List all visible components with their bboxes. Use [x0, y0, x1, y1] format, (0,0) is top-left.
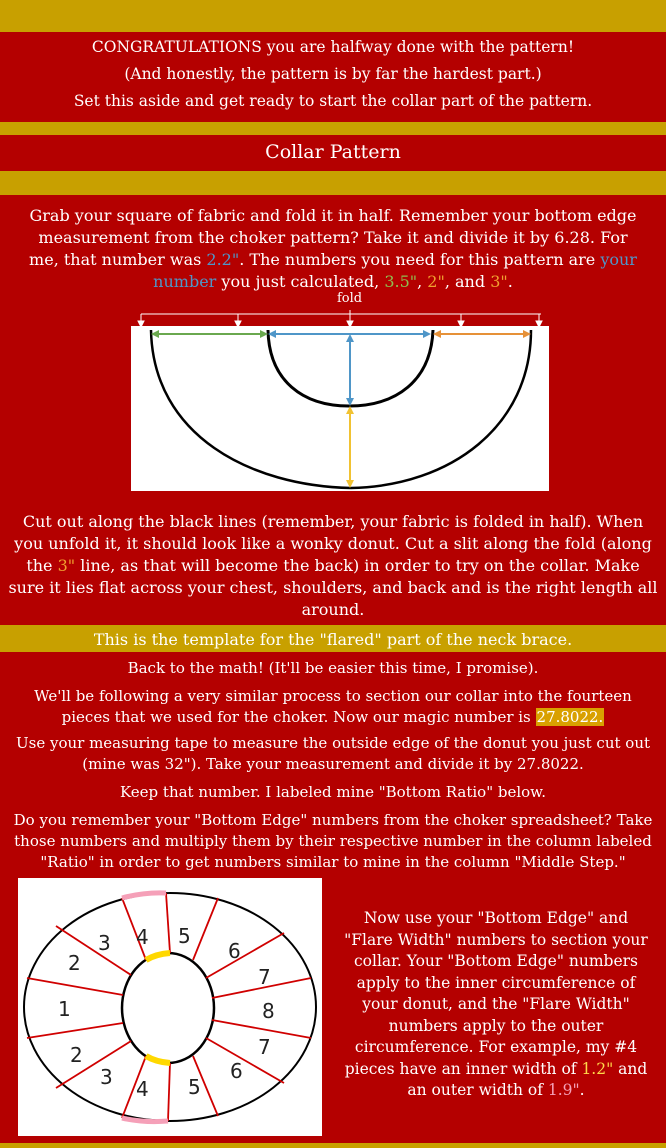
segment-label-5b: 5 — [188, 1075, 201, 1099]
value-inner: 1.2" — [581, 1059, 614, 1078]
step2-line2: This is the template for the "flared" part of the neck brace. — [93, 630, 573, 649]
value-outer: 1.9" — [547, 1081, 580, 1099]
value-orange-small: 2" — [427, 272, 445, 291]
donut-diagram — [18, 878, 322, 1136]
collar-header — [0, 135, 666, 171]
intro-line-2: (And honestly, the pattern is by far the hardest part.) — [124, 65, 542, 83]
segment-label-8: 8 — [262, 999, 275, 1023]
step1-text: Grab your square of fabric and fold it in half. Remember your bottom edge measurement from the choker pattern? Take it and divide it by 6.28. For me, that number was 2.2". The numbers you need for this pattern are your number you just calculated, 3.5", 2", and 3". — [29, 206, 637, 291]
value-orange: 3" — [490, 272, 508, 291]
segment-label-6a: 6 — [228, 939, 241, 963]
segment-label-5a: 5 — [178, 924, 191, 948]
fold-label: fold — [337, 291, 363, 306]
math-p2: We'll be following a very similar process to section our collar into the fourteen pieces that we used for the choker. Now our magic number is 27.8022. — [34, 687, 632, 726]
segment-label-2a: 2 — [68, 951, 81, 975]
collar-half-diagram — [131, 326, 549, 491]
segment-label-1: 1 — [58, 997, 71, 1021]
step2-text: Cut out along the black lines (remember, your fabric is folded in half). When you unfold it, it should look like a wonky donut. Cut a slit along the fold (along the 3" line, as that will become the back) in order to try on the collar. Make sure it lies flat across your chest, shoulders, and back and is the right length all around. This is the template for the "flared" part of the neck brace. — [0, 511, 666, 651]
fold-arrows — [131, 310, 549, 328]
intro-section — [0, 32, 666, 122]
segment-label-4a: 4 — [136, 925, 149, 949]
intro-line-1: CONGRATULATIONS you are halfway done with the pattern! — [91, 38, 575, 56]
segment-label-3b: 3 — [100, 1065, 113, 1089]
segment-label-4b: 4 — [136, 1077, 149, 1101]
math-p1: Back to the math! (It'll be easier this time, I promise). — [127, 659, 539, 677]
math-p4: Keep that number. I labeled mine "Bottom Ratio" below. — [120, 783, 546, 801]
segment-label-7b: 7 — [258, 1035, 271, 1059]
intro-line-3: Set this aside and get ready to start the collar part of the pattern. — [73, 92, 593, 110]
value-three: 3" — [57, 556, 76, 575]
section-diagram-section — [0, 873, 666, 1143]
math-p3: Use your measuring tape to measure the outside edge of the donut you just cut out (mine was 32"). Take your measurement and divide it by 27.8022. — [15, 734, 651, 773]
page-title: Collar Pattern — [265, 141, 401, 163]
math-p5: Do you remember your "Bottom Edge" numbers from the choker spreadsheet? Take those numbers and multiply them by their respective number in the column labeled "Ratio" in order to get numbers similar to mine in the column "Middle Step." — [13, 811, 653, 871]
magic-number: 27.8022. — [536, 708, 604, 726]
segment-label-7a: 7 — [258, 965, 271, 989]
step1-section — [0, 195, 666, 649]
segment-label-2b: 2 — [70, 1043, 83, 1067]
segment-label-3a: 3 — [98, 931, 111, 955]
value-mine: 2.2" — [206, 250, 240, 269]
step4-text: Now use your "Bottom Edge" and "Flare Width" numbers to section your collar. Your "Bottom Edge" numbers apply to the inner circumference of your donut, and the "Flare Width" numbers apply to the outer circumference. For example, my #4 pieces have an inner width of 1.2" and an outer width of 1.9". — [344, 909, 648, 1099]
math-section — [0, 652, 666, 873]
your-number: your number — [153, 250, 637, 291]
value-green: 3.5" — [384, 272, 418, 291]
segment-label-6b: 6 — [230, 1059, 243, 1083]
